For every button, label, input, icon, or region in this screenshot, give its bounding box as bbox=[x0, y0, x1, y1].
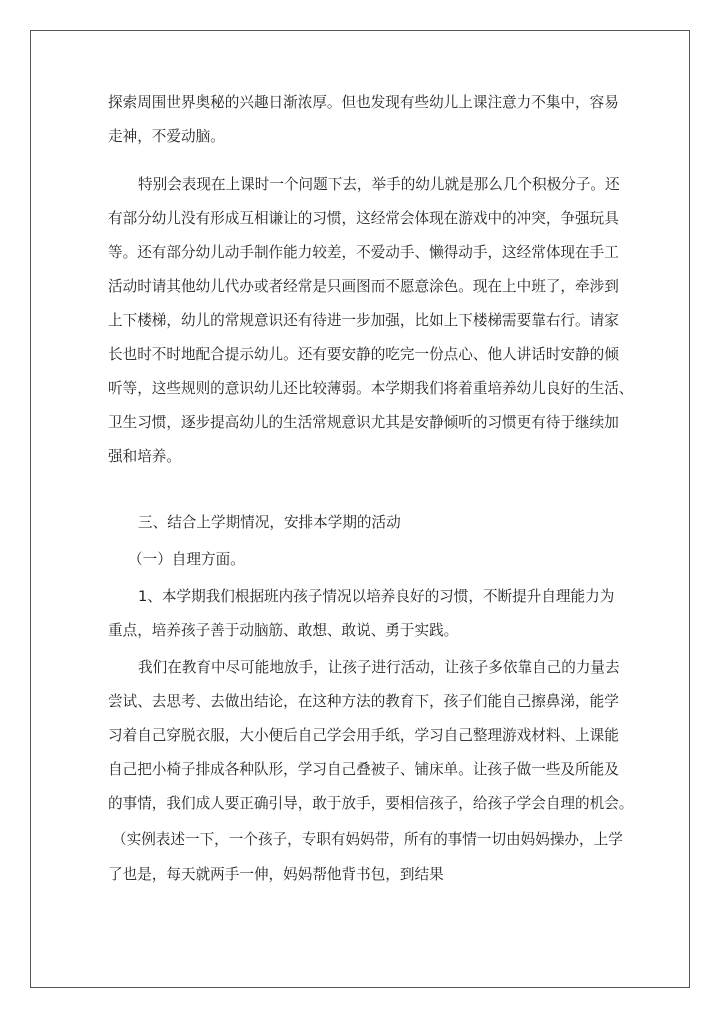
text-line: 上下楼梯，幼儿的常规意识还有待进一步加强，比如上下楼梯需要靠右行。请家 bbox=[108, 312, 619, 329]
text-line: 强和培养。 bbox=[108, 448, 181, 465]
subsection-heading: （一）自理方面。 bbox=[128, 551, 245, 568]
text-line: （实例表述一下，一个孩子，专职有妈妈带，所有的事情一切由妈妈操办，上学 bbox=[112, 831, 623, 848]
section-heading: 三、结合上学期情况，安排本学期的活动 bbox=[138, 514, 401, 531]
text-line: 听等，这些规则的意识幼儿还比较薄弱。本学期我们将着重培养幼儿良好的生活、 bbox=[108, 380, 634, 397]
text-line: 1、本学期我们根据班内孩子情况以培养良好的习惯，不断提升自理能力为 bbox=[138, 588, 615, 605]
text-line: 特别会表现在上课时一个问题下去，举手的幼儿就是那么几个积极分子。还 bbox=[138, 176, 620, 193]
text-line: 长也时不时地配合提示幼儿。还有要安静的吃完一份点心、他人讲话时安静的倾 bbox=[108, 346, 619, 363]
text-line: 等。还有部分幼儿动手制作能力较差，不爱动手、懒得动手，这经常体现在手工 bbox=[108, 244, 619, 261]
text-line: 尝试、去思考、去做出结论，在这种方法的教育下，孩子们能自己擦鼻涕，能学 bbox=[108, 693, 619, 710]
text-line: 探索周围世界奥秘的兴趣日渐浓厚。但也发现有些幼儿上课注意力不集中，容易 bbox=[108, 94, 619, 111]
text-line: 了也是，每天就两手一伸，妈妈帮他背书包，到结果 bbox=[108, 866, 444, 883]
text-line: 我们在教育中尽可能地放手，让孩子进行活动，让孩子多依靠自己的力量去 bbox=[138, 659, 620, 676]
text-line: 走神，不爱动脑。 bbox=[108, 128, 225, 145]
text-line: 有部分幼儿没有形成互相谦让的习惯，这经常会体现在游戏中的冲突，争强玩具 bbox=[108, 210, 619, 227]
text-line: 自己把小椅子排成各种队形，学习自己叠被子、铺床单。让孩子做一些及所能及 bbox=[108, 761, 619, 778]
text-line: 活动时请其他幼儿代办或者经常是只画图而不愿意涂色。现在上中班了，牵涉到 bbox=[108, 278, 619, 295]
text-line: 的事情，我们成人要正确引导，敢于放手，要相信孩子，给孩子学会自理的机会。 bbox=[108, 795, 634, 812]
text-line: 卫生习惯，逐步提高幼儿的生活常规意识尤其是安静倾听的习惯更有待于继续加 bbox=[108, 414, 619, 431]
text-line: 习着自己穿脱衣服，大小便后自己学会用手纸，学习自己整理游戏材料、上课能 bbox=[108, 727, 619, 744]
text-line: 重点，培养孩子善于动脑筋、敢想、敢说、勇于实践。 bbox=[108, 622, 459, 639]
